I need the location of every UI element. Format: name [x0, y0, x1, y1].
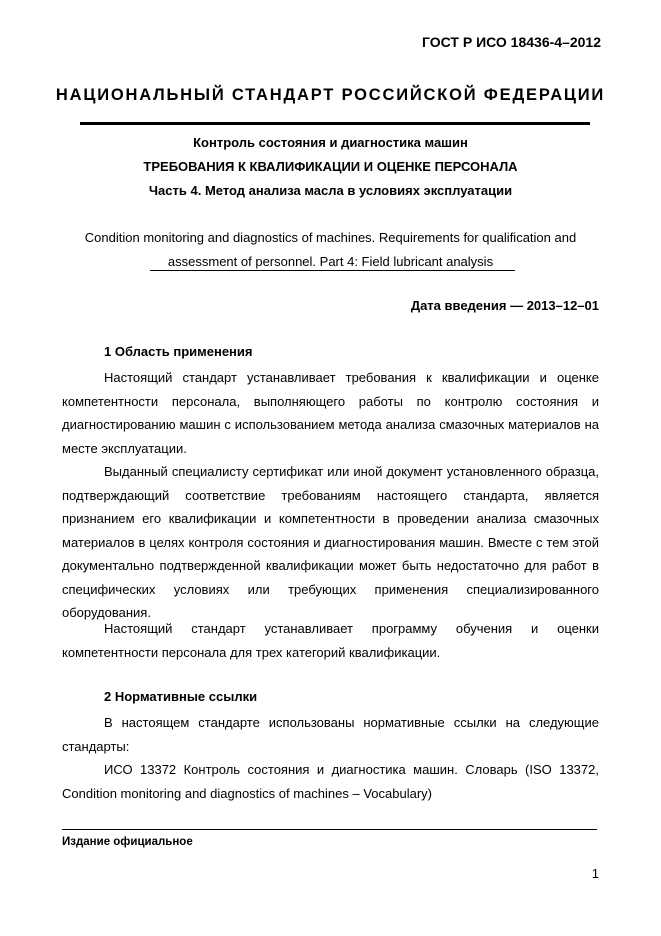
section-1-paragraph-1: Настоящий стандарт устанавливает требования к квалификации и оценке компетентности персонала, выполняющего работы по контролю состояния и диагностированию машин с использованием метода анализа смазочных материалов на месте эксплуатации.: [62, 370, 599, 456]
section-2-heading: 2 Нормативные ссылки: [104, 689, 258, 704]
section-2-paragraph-2: ИСО 13372 Контроль состояния и диагностика машин. Словарь (ISO 13372, Condition monitoring and diagnostics of machines – Vocabulary): [62, 762, 599, 801]
document-code: ГОСТ Р ИСО 18436-4–2012: [422, 34, 601, 50]
official-edition-label: Издание официальное: [62, 836, 193, 848]
section-1-paragraph-3: Настоящий стандарт устанавливает программу обучения и оценки компетентности персонала для трех категорий квалификации.: [62, 621, 599, 660]
section-1-paragraph-2: Выданный специалисту сертификат или иной документ установленного образца, подтверждающий соответствие требованиям настоящего стандарта, является признанием его квалификации и компетентности в проведении анализа смазочных материалов в целях контроля состояния и диагностирования машин. Вместе с тем этой документально подтвержденной квалификации может быть недостаточно для работ в специфических условиях или требующих применения специализированного оборудования.: [62, 464, 599, 620]
national-standard-title: НАЦИОНАЛЬНЫЙ СТАНДАРТ РОССИЙСКОЙ ФЕДЕРАЦИИ: [55, 86, 606, 104]
english-title-divider: [150, 270, 515, 271]
english-title: Condition monitoring and diagnostics of machines. Requirements for qualification and assessment of personnel. Part 4: Field lubricant analysis: [84, 230, 577, 269]
title-line-1: Контроль состояния и диагностика машин: [193, 135, 468, 150]
page-number: 1: [591, 866, 599, 881]
introduction-date: Дата введения — 2013–12–01: [410, 298, 599, 313]
section-2-paragraph-1: В настоящем стандарте использованы нормативные ссылки на следующие стандарты:: [62, 715, 599, 754]
title-divider: [80, 122, 590, 125]
title-line-3: Часть 4. Метод анализа масла в условиях эксплуатации: [148, 183, 513, 198]
section-1-heading: 1 Область применения: [104, 344, 253, 359]
footer-divider: [62, 829, 597, 830]
title-line-2: ТРЕБОВАНИЯ К КВАЛИФИКАЦИИ И ОЦЕНКЕ ПЕРСОНАЛА: [143, 159, 518, 174]
